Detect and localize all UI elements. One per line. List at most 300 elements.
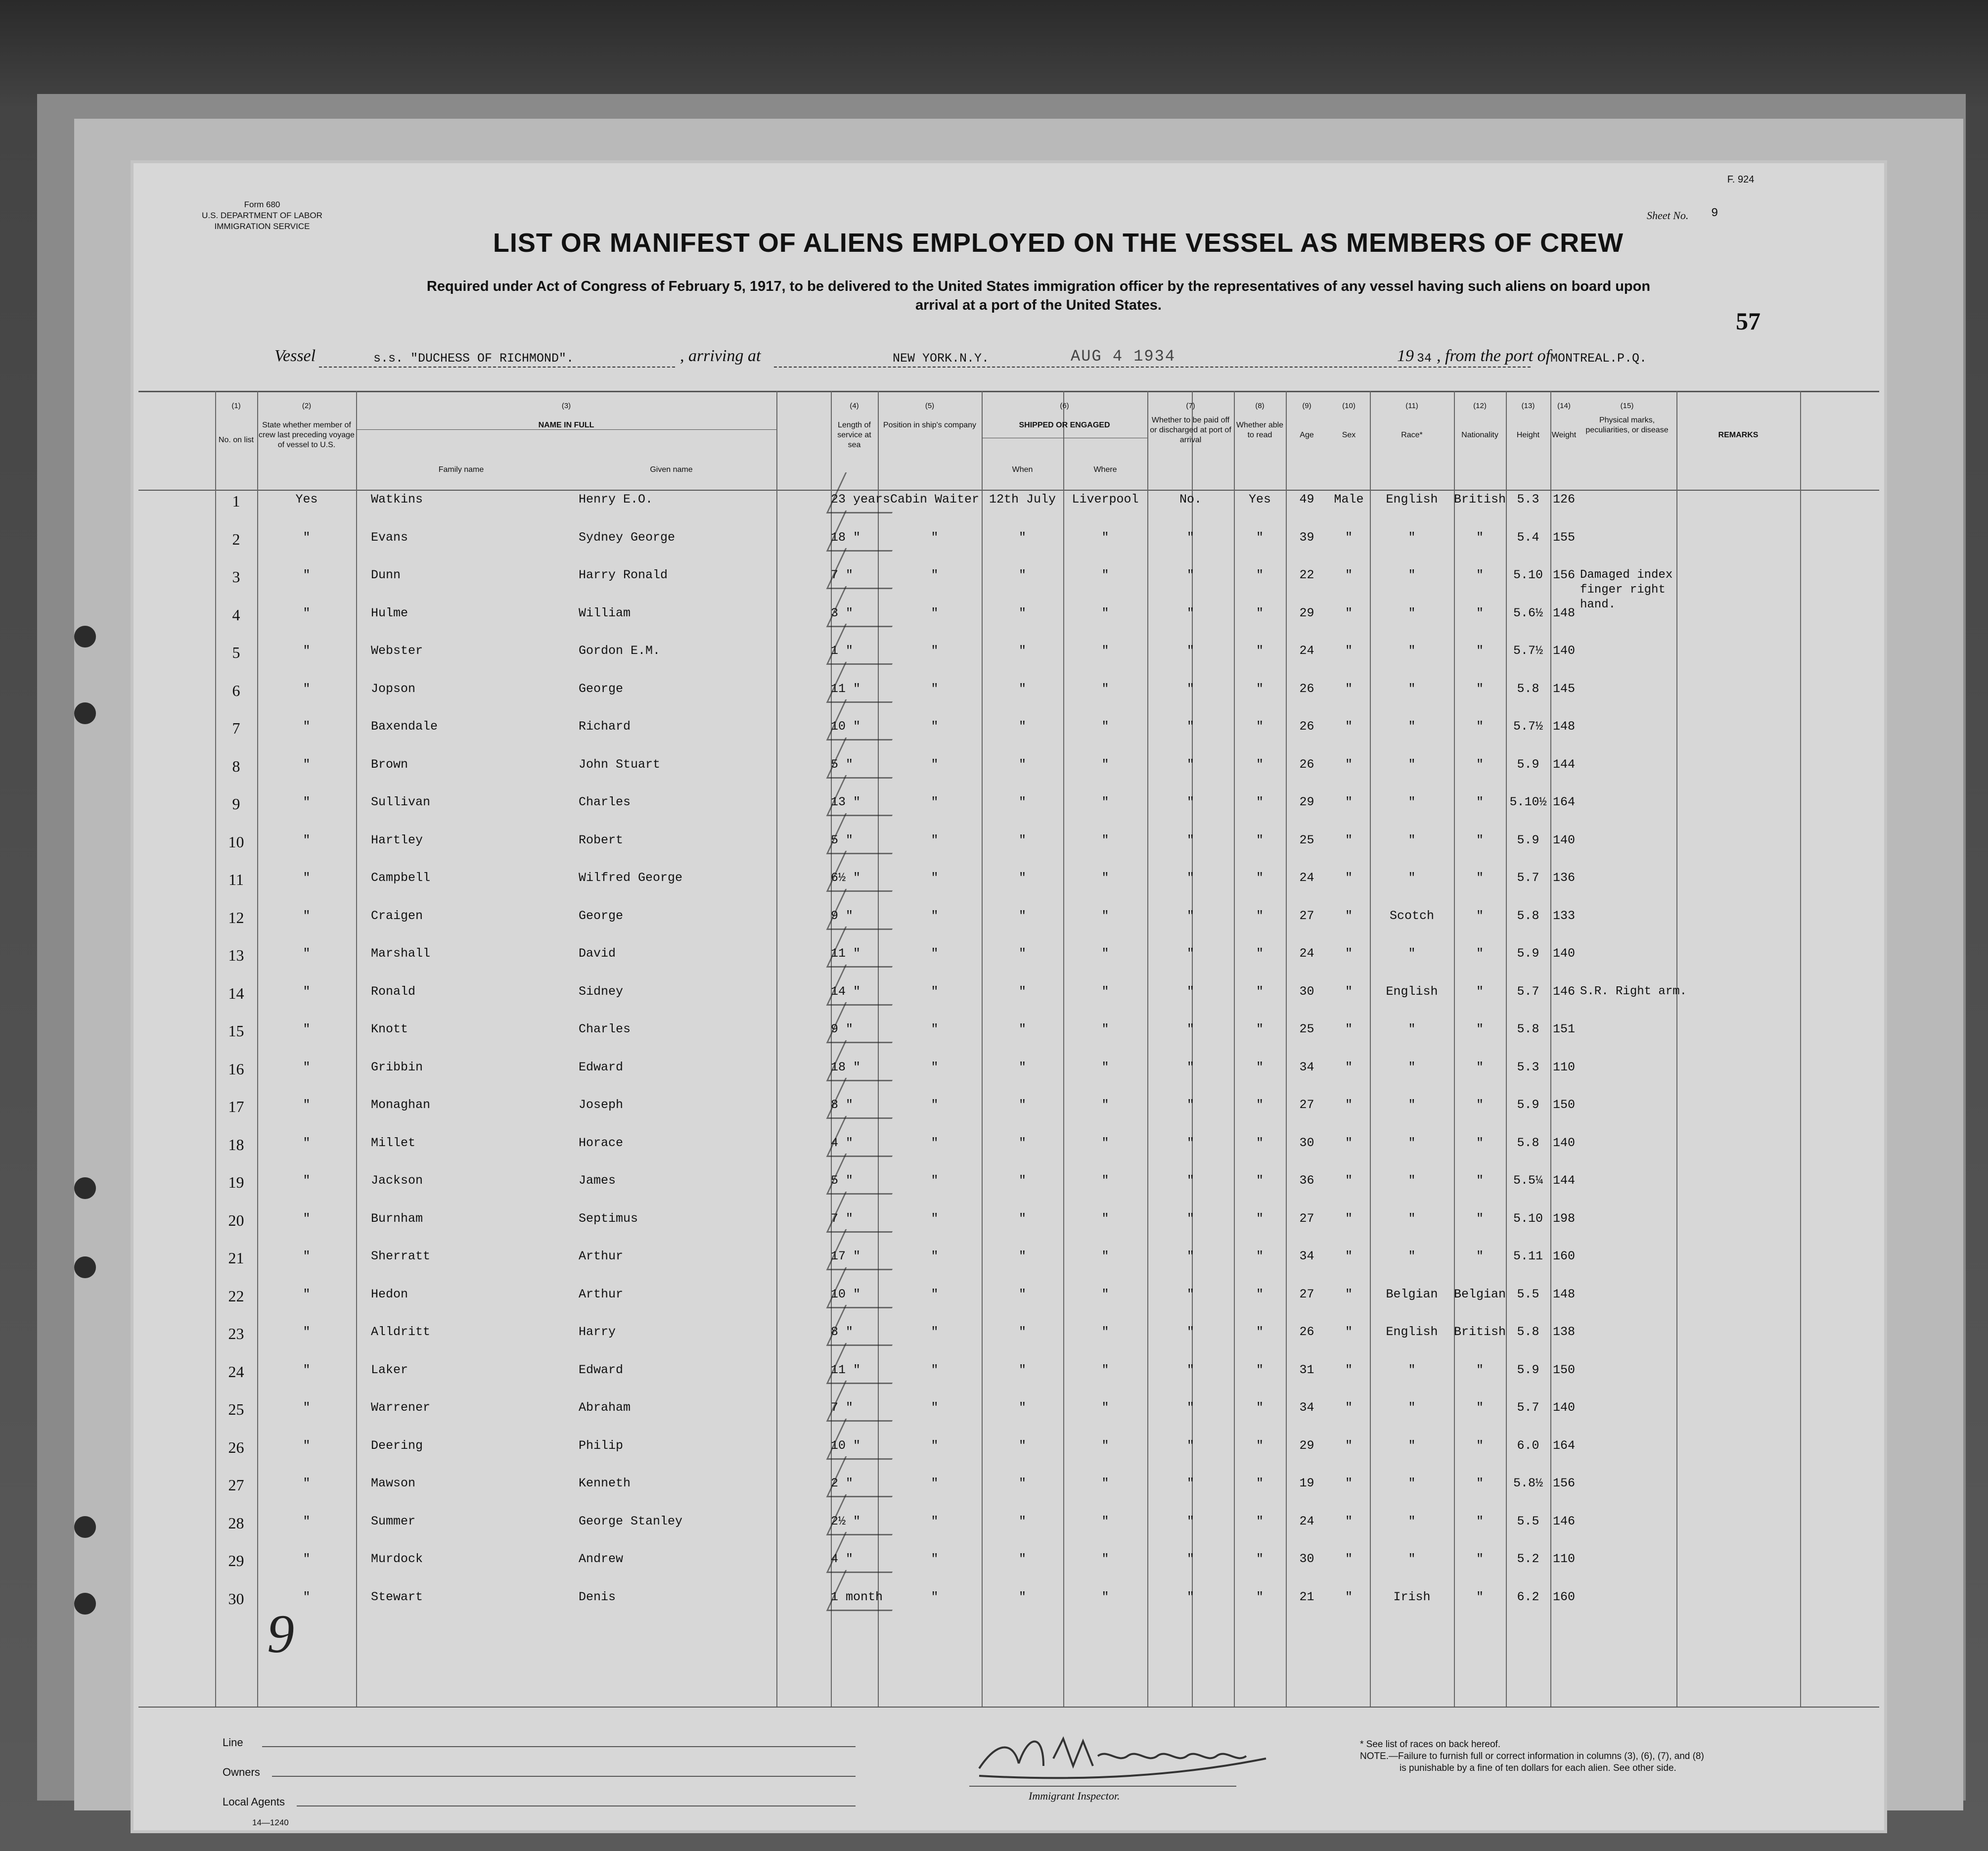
cell-race: Scotch	[1389, 908, 1434, 923]
cell-given-name: Septimus	[579, 1211, 638, 1226]
cell-sex: Male	[1334, 492, 1364, 507]
cell-able-to-read: "	[1256, 871, 1264, 885]
cell-race: "	[1408, 1173, 1416, 1188]
cell-prev-voyage: "	[303, 1438, 311, 1453]
cell-height: 5.5¼	[1513, 1173, 1543, 1188]
line-label: Line	[223, 1736, 243, 1749]
table-row	[138, 1438, 1879, 1476]
cell-race: Belgian	[1386, 1287, 1438, 1301]
cell-sex: "	[1345, 1173, 1353, 1188]
department: U.S. DEPARTMENT OF LABOR	[202, 211, 322, 220]
cell-shipped-when: "	[1018, 1287, 1026, 1301]
cell-paid-off: "	[1186, 984, 1194, 999]
cell-weight: 144	[1552, 757, 1575, 772]
cell-paid-off: "	[1186, 1400, 1194, 1415]
colnum-13: (13)	[1521, 402, 1535, 410]
cell-nationality: "	[1476, 1589, 1484, 1604]
cell-given-name: Wilfred George	[579, 871, 683, 885]
from-port: MONTREAL.P.Q.	[1550, 351, 1647, 366]
cell-shipped-where: "	[1101, 1552, 1109, 1566]
cell-height: 5.5	[1517, 1514, 1539, 1528]
form-header-block	[198, 199, 326, 232]
header-where: Where	[1093, 465, 1117, 474]
cell-prev-voyage: "	[303, 795, 311, 809]
cell-nationality: "	[1476, 1135, 1484, 1150]
cell-age: 26	[1299, 757, 1314, 772]
cell-weight: 146	[1552, 984, 1575, 999]
cell-family-name: Monaghan	[371, 1098, 431, 1112]
cell-sex: "	[1345, 984, 1353, 999]
cell-shipped-when: "	[1018, 795, 1026, 809]
cell-shipped-where: "	[1101, 1098, 1109, 1112]
cell-family-name: Sullivan	[371, 795, 431, 809]
cell-position: "	[931, 1249, 939, 1263]
cell-row-number: 19	[228, 1173, 244, 1191]
page-title: LIST OR MANIFEST OF ALIENS EMPLOYED ON THE VESSEL AS MEMBERS OF CREW	[493, 228, 1624, 258]
cell-age: 22	[1299, 568, 1314, 582]
cell-shipped-where: "	[1101, 568, 1109, 582]
cell-nationality: British	[1454, 492, 1506, 507]
table-row	[138, 909, 1879, 946]
cell-family-name: Craigen	[371, 908, 423, 923]
cell-shipped-when: "	[1018, 1438, 1026, 1453]
cell-sex: "	[1345, 719, 1353, 734]
cell-row-number: 30	[228, 1589, 244, 1608]
cell-nationality: "	[1476, 871, 1484, 885]
cell-race: "	[1408, 1552, 1416, 1566]
header-paid-off: Whether to be paid off or discharged at port of arrival	[1150, 416, 1231, 444]
cell-height: 5.8	[1517, 1325, 1539, 1339]
cell-height: 5.7½	[1513, 644, 1543, 658]
cell-paid-off: "	[1186, 1173, 1194, 1188]
header-sex: Sex	[1342, 431, 1356, 439]
cell-race: "	[1408, 1438, 1416, 1453]
cell-row-number: 24	[228, 1362, 244, 1381]
cell-prev-voyage: "	[303, 1400, 311, 1415]
cell-shipped-where: "	[1101, 1211, 1109, 1226]
table-row	[138, 1514, 1879, 1552]
cell-able-to-read: "	[1256, 1135, 1264, 1150]
cell-nationality: "	[1476, 757, 1484, 772]
binder-hole	[74, 1177, 96, 1199]
cell-able-to-read: "	[1256, 530, 1264, 545]
cell-nationality: Belgian	[1454, 1287, 1506, 1301]
cell-physical-marks: Damaged index finger right hand.	[1580, 568, 1673, 611]
cell-race: Irish	[1393, 1589, 1431, 1604]
cell-paid-off: No.	[1179, 492, 1202, 507]
crew-table	[138, 391, 1879, 1707]
cell-sex: "	[1345, 1476, 1353, 1490]
cell-weight: 146	[1552, 1514, 1575, 1528]
cell-prev-voyage: "	[303, 1552, 311, 1566]
cell-height: 5.7	[1517, 1400, 1539, 1415]
cell-race: "	[1408, 644, 1416, 658]
cell-prev-voyage: "	[303, 530, 311, 545]
cell-service-length: 18 "	[831, 530, 861, 545]
cell-family-name: Baxendale	[371, 719, 438, 734]
cell-paid-off: "	[1186, 1552, 1194, 1566]
cell-height: 5.8½	[1513, 1476, 1543, 1490]
cell-service-length: 8 "	[831, 1098, 854, 1112]
cell-row-number: 26	[228, 1438, 244, 1456]
binder-hole	[74, 1516, 96, 1538]
cell-shipped-where: Liverpool	[1072, 492, 1139, 507]
cell-shipped-when: "	[1018, 1022, 1026, 1036]
header-prev-voyage: State whether member of crew last preceding voyage of vessel to U.S.	[259, 421, 355, 449]
cell-paid-off: "	[1186, 1211, 1194, 1226]
header-height: Height	[1516, 431, 1540, 439]
subtitle-line-1: Required under Act of Congress of February 5, 1917, to be delivered to the United States immigration officer by the representatives of any vessel having such aliens on board upon	[426, 278, 1651, 294]
cell-able-to-read: "	[1256, 833, 1264, 847]
table-row	[138, 1098, 1879, 1135]
cell-prev-voyage: "	[303, 757, 311, 772]
cell-shipped-when: "	[1018, 1476, 1026, 1490]
cell-given-name: Charles	[579, 1022, 631, 1036]
cell-nationality: "	[1476, 1552, 1484, 1566]
cell-race: "	[1408, 1098, 1416, 1112]
cell-age: 27	[1299, 1098, 1314, 1112]
cell-prev-voyage: "	[303, 605, 311, 620]
cell-age: 27	[1299, 1287, 1314, 1301]
cell-height: 5.2	[1517, 1552, 1539, 1566]
cell-shipped-where: "	[1101, 1325, 1109, 1339]
cell-sex: "	[1345, 1022, 1353, 1036]
vessel-name: s.s. "DUCHESS OF RICHMOND".	[373, 351, 574, 366]
cell-age: 30	[1299, 984, 1314, 999]
cell-able-to-read: "	[1256, 946, 1264, 961]
cell-height: 5.6½	[1513, 605, 1543, 620]
cell-prev-voyage: "	[303, 1287, 311, 1301]
cell-service-length: 17 "	[831, 1249, 861, 1263]
cell-age: 34	[1299, 1249, 1314, 1263]
cell-age: 39	[1299, 530, 1314, 545]
cell-nationality: "	[1476, 681, 1484, 696]
cell-family-name: Campbell	[371, 871, 431, 885]
cell-weight: 198	[1552, 1211, 1575, 1226]
cell-paid-off: "	[1186, 568, 1194, 582]
cell-family-name: Burnham	[371, 1211, 423, 1226]
table-row	[138, 1287, 1879, 1325]
colnum-10: (10)	[1342, 402, 1355, 410]
cell-position: "	[931, 1589, 939, 1604]
cell-shipped-where: "	[1101, 1249, 1109, 1263]
cell-prev-voyage: "	[303, 681, 311, 696]
cell-able-to-read: "	[1256, 1098, 1264, 1112]
cell-family-name: Watkins	[371, 492, 423, 507]
header-race: Race*	[1401, 431, 1423, 439]
cell-shipped-when: "	[1018, 1135, 1026, 1150]
cell-family-name: Jopson	[371, 681, 416, 696]
date-stamp: AUG 4 1934	[1071, 347, 1176, 366]
cell-family-name: Summer	[371, 1514, 416, 1528]
cell-nationality: "	[1476, 795, 1484, 809]
cell-service-length: 4 "	[831, 1135, 854, 1150]
cell-row-number: 20	[228, 1211, 244, 1229]
cell-height: 5.9	[1517, 833, 1539, 847]
cell-race: "	[1408, 1135, 1416, 1150]
cell-given-name: John Stuart	[579, 757, 661, 772]
cell-height: 5.9	[1517, 946, 1539, 961]
cell-paid-off: "	[1186, 1362, 1194, 1377]
cell-height: 5.10	[1513, 568, 1543, 582]
cell-race: "	[1408, 1514, 1416, 1528]
cell-able-to-read: "	[1256, 757, 1264, 772]
cell-height: 5.10½	[1509, 795, 1547, 809]
cell-row-number: 4	[232, 605, 240, 624]
table-row	[138, 1363, 1879, 1400]
cell-given-name: Arthur	[579, 1287, 624, 1301]
cell-weight: 126	[1552, 492, 1575, 507]
cell-shipped-when: "	[1018, 681, 1026, 696]
cell-family-name: Knott	[371, 1022, 408, 1036]
table-row	[138, 568, 1879, 611]
cell-age: 26	[1299, 681, 1314, 696]
inspector-signature	[969, 1729, 1291, 1788]
cell-service-length: 1 "	[831, 644, 854, 658]
cell-able-to-read: "	[1256, 1325, 1264, 1339]
cell-able-to-read: "	[1256, 1400, 1264, 1415]
cell-able-to-read: "	[1256, 1249, 1264, 1263]
cell-race: "	[1408, 1060, 1416, 1074]
cell-age: 19	[1299, 1476, 1314, 1490]
table-row	[138, 757, 1879, 795]
cell-nationality: "	[1476, 946, 1484, 961]
cell-paid-off: "	[1186, 719, 1194, 734]
cell-age: 36	[1299, 1173, 1314, 1188]
cell-shipped-when: "	[1018, 1249, 1026, 1263]
cell-prev-voyage: "	[303, 1060, 311, 1074]
cell-weight: 140	[1552, 1400, 1575, 1415]
cell-nationality: "	[1476, 833, 1484, 847]
cell-nationality: "	[1476, 719, 1484, 734]
colnum-14: (14)	[1557, 402, 1571, 410]
cell-weight: 150	[1552, 1362, 1575, 1377]
cell-age: 24	[1299, 871, 1314, 885]
owners-label: Owners	[223, 1766, 260, 1778]
cell-row-number: 2	[232, 530, 240, 548]
cell-shipped-when: "	[1018, 1589, 1026, 1604]
cell-shipped-when: "	[1018, 1211, 1026, 1226]
cell-height: 5.8	[1517, 681, 1539, 696]
cell-race: English	[1386, 492, 1438, 507]
cell-weight: 133	[1552, 908, 1575, 923]
cell-position: "	[931, 1325, 939, 1339]
cell-paid-off: "	[1186, 1325, 1194, 1339]
cell-sex: "	[1345, 908, 1353, 923]
cell-position: "	[931, 1438, 939, 1453]
cell-race: "	[1408, 833, 1416, 847]
cell-service-length: 23 years	[831, 492, 891, 507]
cell-age: 25	[1299, 833, 1314, 847]
cell-sex: "	[1345, 1438, 1353, 1453]
cell-row-number: 25	[228, 1400, 244, 1418]
cell-given-name: Arthur	[579, 1249, 624, 1263]
cell-given-name: Harry	[579, 1325, 616, 1339]
cell-shipped-when: "	[1018, 644, 1026, 658]
cell-paid-off: "	[1186, 1287, 1194, 1301]
binder-hole	[74, 626, 96, 648]
cell-family-name: Millet	[371, 1135, 416, 1150]
cell-shipped-where: "	[1101, 1476, 1109, 1490]
cell-race: "	[1408, 1400, 1416, 1415]
cell-position: Cabin Waiter	[890, 492, 980, 507]
cell-race: "	[1408, 1362, 1416, 1377]
cell-height: 5.5	[1517, 1287, 1539, 1301]
cell-height: 5.8	[1517, 908, 1539, 923]
cell-weight: 148	[1552, 719, 1575, 734]
cell-shipped-where: "	[1101, 871, 1109, 885]
colnum-2: (2)	[302, 402, 312, 410]
cell-race: "	[1408, 568, 1416, 582]
cell-nationality: "	[1476, 1098, 1484, 1112]
cell-race: "	[1408, 1249, 1416, 1263]
cell-shipped-where: "	[1101, 719, 1109, 734]
cell-position: "	[931, 1476, 939, 1490]
colnum-12: (12)	[1473, 402, 1487, 410]
page-mark: 57	[1736, 307, 1761, 335]
header-shipped: SHIPPED OR ENGAGED	[1019, 421, 1110, 429]
table-row	[138, 1552, 1879, 1589]
cell-height: 6.0	[1517, 1438, 1539, 1453]
cell-row-number: 1	[232, 492, 240, 510]
cell-weight: 140	[1552, 1135, 1575, 1150]
cell-height: 5.10	[1513, 1211, 1543, 1226]
cell-given-name: James	[579, 1173, 616, 1188]
cell-shipped-when: "	[1018, 871, 1026, 885]
cell-paid-off: "	[1186, 795, 1194, 809]
cell-shipped-where: "	[1101, 833, 1109, 847]
cell-weight: 136	[1552, 871, 1575, 885]
table-row	[138, 795, 1879, 833]
cell-shipped-where: "	[1101, 757, 1109, 772]
cell-family-name: Alldritt	[371, 1325, 431, 1339]
vessel-label: Vessel	[274, 347, 316, 365]
cell-shipped-where: "	[1101, 1287, 1109, 1301]
colnum-3: (3)	[561, 402, 571, 410]
cell-weight: 144	[1552, 1173, 1575, 1188]
cell-position: "	[931, 1552, 939, 1566]
cell-service-length: 4 "	[831, 1552, 854, 1566]
cell-shipped-where: "	[1101, 1135, 1109, 1150]
cell-able-to-read: "	[1256, 644, 1264, 658]
service-name: IMMIGRATION SERVICE	[214, 222, 310, 231]
cell-given-name: Denis	[579, 1589, 616, 1604]
cell-given-name: Kenneth	[579, 1476, 631, 1490]
colnum-5: (5)	[925, 402, 935, 410]
cell-position: "	[931, 1362, 939, 1377]
cell-height: 5.3	[1517, 1060, 1539, 1074]
cell-shipped-where: "	[1101, 1514, 1109, 1528]
cell-position: "	[931, 1098, 939, 1112]
cell-able-to-read: "	[1256, 1552, 1264, 1566]
cell-age: 26	[1299, 1325, 1314, 1339]
cell-weight: 151	[1552, 1022, 1575, 1036]
cell-row-number: 5	[232, 644, 240, 661]
cell-nationality: "	[1476, 568, 1484, 582]
arriving-at: NEW YORK.N.Y.	[893, 351, 990, 366]
cell-age: 25	[1299, 1022, 1314, 1036]
cell-shipped-where: "	[1101, 1060, 1109, 1074]
cell-age: 24	[1299, 946, 1314, 961]
cell-given-name: Robert	[579, 833, 624, 847]
cell-paid-off: "	[1186, 1022, 1194, 1036]
cell-shipped-when: "	[1018, 984, 1026, 999]
cell-given-name: George Stanley	[579, 1514, 683, 1528]
cell-shipped-when: "	[1018, 1514, 1026, 1528]
cell-shipped-where: "	[1101, 946, 1109, 961]
cell-position: "	[931, 1211, 939, 1226]
cell-row-number: 13	[228, 946, 244, 964]
cell-able-to-read: "	[1256, 908, 1264, 923]
cell-paid-off: "	[1186, 1135, 1194, 1150]
table-row	[138, 1249, 1879, 1287]
cell-shipped-when: "	[1018, 1552, 1026, 1566]
cell-able-to-read: "	[1256, 719, 1264, 734]
cell-service-length: 5 "	[831, 1173, 854, 1188]
cell-shipped-where: "	[1101, 1173, 1109, 1188]
cell-position: "	[931, 719, 939, 734]
table-row	[138, 530, 1879, 568]
cell-weight: 110	[1552, 1552, 1575, 1566]
cell-paid-off: "	[1186, 908, 1194, 923]
cell-position: "	[931, 681, 939, 696]
cell-shipped-when: "	[1018, 1098, 1026, 1112]
subtitle-line-2: arrival at a port of the United States.	[915, 297, 1162, 313]
cell-row-number: 10	[228, 833, 244, 851]
cell-age: 31	[1299, 1362, 1314, 1377]
cell-service-length: 11 "	[831, 1362, 861, 1377]
cell-given-name: William	[579, 605, 631, 620]
cell-prev-voyage: "	[303, 833, 311, 847]
form-code-bottom: 14—1240	[252, 1818, 289, 1827]
header-weight: Weight	[1551, 431, 1577, 439]
cell-family-name: Warrener	[371, 1400, 431, 1415]
cell-weight: 138	[1552, 1325, 1575, 1339]
cell-family-name: Mawson	[371, 1476, 416, 1490]
colnum-15: (15)	[1620, 402, 1634, 410]
header-remarks: REMARKS	[1718, 431, 1759, 439]
cell-weight: 156	[1552, 568, 1575, 582]
pencil-mark: 9	[267, 1604, 294, 1664]
cell-row-number: 28	[228, 1514, 244, 1532]
cell-prev-voyage: "	[303, 719, 311, 734]
cell-family-name: Marshall	[371, 946, 431, 961]
cell-shipped-when: "	[1018, 719, 1026, 734]
cell-height: 5.9	[1517, 757, 1539, 772]
cell-nationality: British	[1454, 1325, 1506, 1339]
cell-paid-off: "	[1186, 1060, 1194, 1074]
colnum-8: (8)	[1255, 402, 1265, 410]
cell-row-number: 27	[228, 1476, 244, 1494]
cell-sex: "	[1345, 1211, 1353, 1226]
cell-row-number: 29	[228, 1552, 244, 1570]
cell-given-name: Andrew	[579, 1552, 624, 1566]
cell-shipped-where: "	[1101, 644, 1109, 658]
year-prefix: 19	[1397, 347, 1414, 365]
cell-service-length: 10 "	[831, 1438, 861, 1453]
cell-shipped-where: "	[1101, 984, 1109, 999]
cell-paid-off: "	[1186, 1249, 1194, 1263]
cell-paid-off: "	[1186, 1589, 1194, 1604]
cell-height: 5.4	[1517, 530, 1539, 545]
colnum-1: (1)	[231, 402, 241, 410]
table-row	[138, 1476, 1879, 1514]
cell-prev-voyage: "	[303, 1173, 311, 1188]
cell-sex: "	[1345, 1249, 1353, 1263]
cell-family-name: Deering	[371, 1438, 423, 1453]
cell-family-name: Brown	[371, 757, 408, 772]
cell-family-name: Dunn	[371, 568, 401, 582]
